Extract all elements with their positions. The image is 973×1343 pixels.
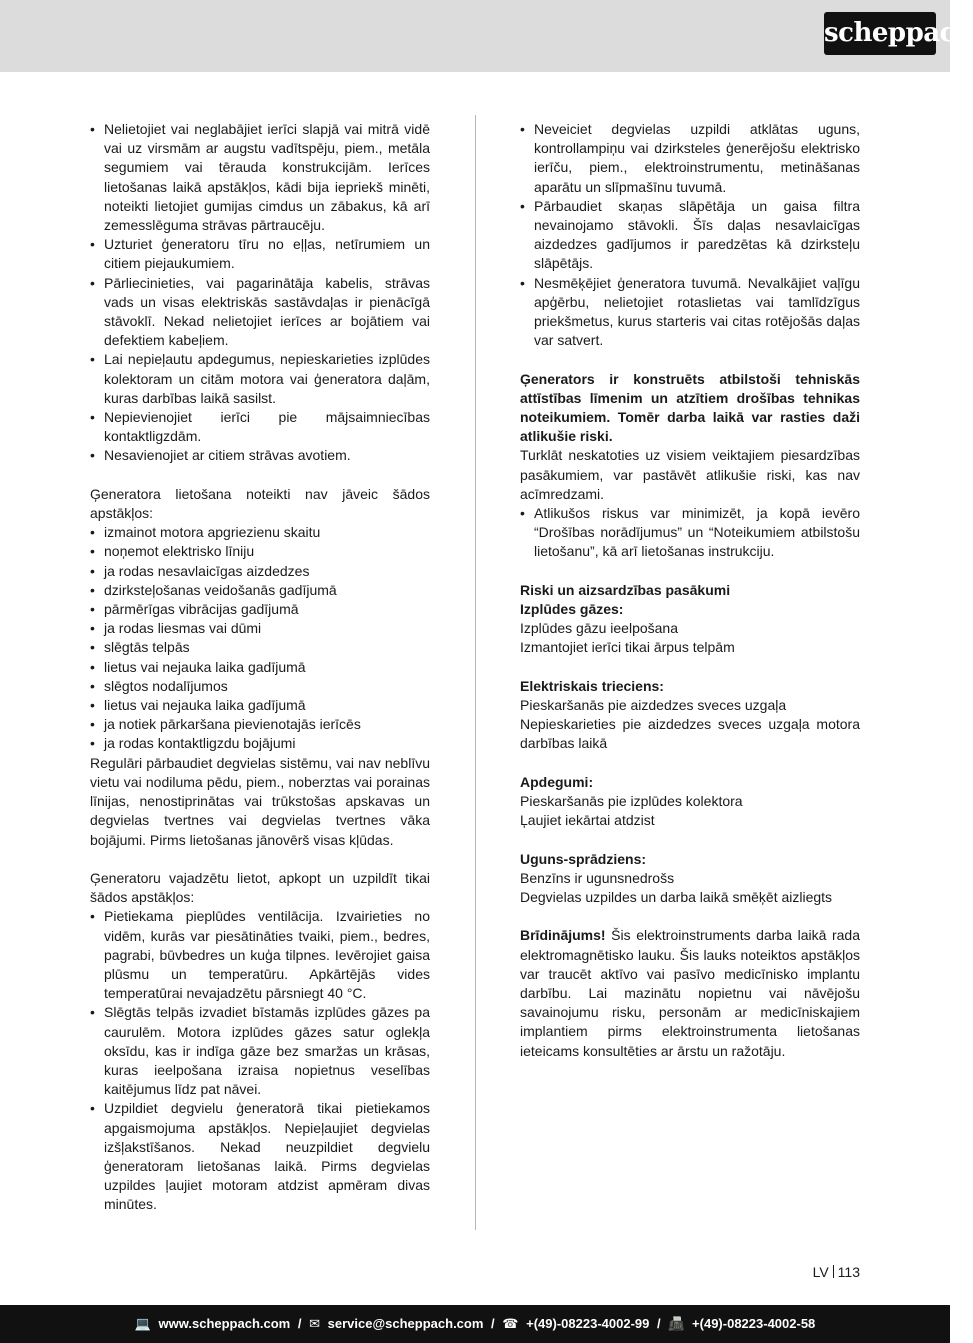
left-column xyxy=(90,120,430,1215)
column-divider xyxy=(475,115,476,1230)
footer-email[interactable]: service@scheppach.com xyxy=(327,1316,484,1331)
paragraph: Turklāt neskatoties uz visiem veiktajiem piesardzības pasākumiem, var pastāvēt atlikušie riski, kas nav acīmredzami. xyxy=(520,447,860,502)
page-language: LV xyxy=(812,1264,829,1280)
footer-web[interactable]: www.scheppach.com xyxy=(158,1316,291,1331)
list-item: • Atlikušos riskus var minimizēt, ja kopā ievēro “Drošības norādījumus” un “Noteikumiem atbilstošu lietošanu”, kā arī lietošanas instrukciju. xyxy=(520,504,860,562)
list-item: • Nesavienojiet ar citiem strāvas avotiem. xyxy=(90,446,430,465)
text-line: Pieskaršanās pie izplūdes kolektora xyxy=(520,793,743,810)
list-item: • dzirksteļošanas veidošanās gadījumā xyxy=(90,581,430,600)
warning-label: Brīdinājums! xyxy=(520,927,606,944)
subheading: Uguns-sprādziens: xyxy=(520,850,647,867)
list-item: • Nepievienojiet ierīci pie mājsaimniecības kontaktligzdām. xyxy=(90,408,430,446)
text-line: Degvielas uzpildes un darba laikā smēķēt aizliegts xyxy=(520,889,833,906)
warning-text: Šis elektroinstruments darba laikā rada elektromagnētisko lauku. Šis lauks noteiktos apstākļos var traucēt aktīvo vai pasīvo medicīnisko implantu darbību. Lai mazinātu nopietnu vai nāvējošu savainojumu risku, personām ar medicīniskajiem implantiem pirms elektroinstrumenta lietošanas ieteicams konsultēties ar ārstu un ražotāju. xyxy=(520,927,860,1059)
fuel-safety-list xyxy=(520,120,860,350)
list-item: • lietus vai nejauka laika gadījumā xyxy=(90,696,430,715)
safety-list xyxy=(90,120,430,466)
bold-statement: Ģenerators ir konstruēts atbilstoši tehniskās attīstības līmenim un atzītiem drošības tehnikas noteikumiem. Tomēr darba laikā var rasties daži atlikušie riski. xyxy=(520,370,860,445)
section-heading: Riski un aizsardzības pasākumi xyxy=(520,581,731,598)
paragraph: Regulāri pārbaudiet degvielas sistēmu, vai nav neblīvu vietu vai nodiluma pēdu, piem., noberztas vai porainas līnijas, nenostiprinātas vai trūkstošas apskavas un degvielas tvertnes vai degvielas tvertnes vāka bojājumi. Pirms lietošanas jānovērš visas kļūdas. xyxy=(90,754,430,848)
condition-list xyxy=(90,523,430,753)
list-item: • Uzpildiet degvielu ģeneratorā tikai pietiekamos apgaismojuma apstākļos. Nepieļaujiet degvielas izšļakstīšanos. Nekad neuzpildiet degvielu ģeneratoram lietošanas laikā. Pirms degvielas uzpildes ļaujiet motoram atdzist apmēram divas minūtes. xyxy=(90,1099,430,1214)
paragraph: Ģeneratoru vajadzētu lietot, apkopt un uzpildīt tikai šādos apstākļos: xyxy=(90,869,430,906)
page-index: 113 xyxy=(837,1264,860,1280)
text-line: Ļaujiet iekārtai atdzist xyxy=(520,812,655,829)
list-item: • Nelietojiet vai neglabājiet ierīci slapjā vai mitrā vidē vai uz virsmām ar augstu vadītspēju, piem., metāla segumiem vai tērauda konstrukcijām. Ierīces lietošanas laikā apstākļos, kādi bija iepriekš minēti, noteikti lietojiet gumijas cimdus un zābakus, kā arī zemesslēguma strāvas pārtraucēju. xyxy=(90,120,430,235)
subheading: Izplūdes gāzes: xyxy=(520,601,624,618)
list-item: • Pietiekama pieplūdes ventilācija. Izvairieties no vidēm, kurās var piesātināties tvaiki, piem., bedres, pagrabi, būvbedres un kuģa tilpnes. Ievērojiet gaisa plūsmu un temperatūru. Apkārtējās vides temperatūrai nevajadzētu pārsniegt 40 °C. xyxy=(90,907,430,1003)
footer-phone: +(49)-08223-4002-99 xyxy=(526,1316,650,1331)
text-line: Nepieskarieties pie aizdedzes sveces uzgaļa motora darbības laikā xyxy=(520,716,860,752)
list-item: • ja rodas kontaktligzdu bojājumi xyxy=(90,734,430,753)
brand-logo: scheppach xyxy=(824,12,936,55)
right-column xyxy=(520,120,860,1061)
list-item: • Pārbaudiet skaņas slāpētāja un gaisa filtra nevainojamo stāvokli. Šīs daļas nesavlaicīgas aizdedzes gadījumos ir paredzētas kā dzirksteļu slāpētājs. xyxy=(520,197,860,274)
header-band xyxy=(0,0,950,72)
list-item: • slēgtos nodalījumos xyxy=(90,677,430,696)
footer-fax: +(49)-08223-4002-58 xyxy=(692,1316,816,1331)
list-item: • Neveiciet degvielas uzpildi atklātas uguns, kontrollampiņu vai dzirksteles ģenerējošu elektrisko ierīču, piem., elektroinstrumentu, metināšanas aparātu un slīpmašīnu tuvumā. xyxy=(520,120,860,197)
text-line: Izplūdes gāzu ieelpošana xyxy=(520,620,679,637)
subheading: Apdegumi: xyxy=(520,773,594,790)
list-item: • noņemot elektrisko līniju xyxy=(90,542,430,561)
page-number xyxy=(780,1264,860,1280)
list-item: • ja rodas liesmas vai dūmi xyxy=(90,619,430,638)
subheading: Elektriskais trieciens: xyxy=(520,677,664,694)
residual-risk-list xyxy=(520,504,860,562)
list-item: • Nesmēķējiet ģeneratora tuvumā. Nevalkājiet vaļīgu apģērbu, nelietojiet rotaslietas vai tamlīdzīgus priekšmetus, kurus starteris vai citas rotējošās daļas var satvert. xyxy=(520,274,860,351)
list-item: • Lai nepieļautu apdegumus, nepieskarieties izplūdes kolektoram un citām motora vai ģeneratora daļām, kuras darbības laikā sasilst. xyxy=(90,350,430,408)
list-item: • lietus vai nejauka laika gadījumā xyxy=(90,658,430,677)
list-item: • ja rodas nesavlaicīgas aizdedzes xyxy=(90,562,430,581)
list-item: • ja notiek pārkaršana pievienotajās ierīcēs xyxy=(90,715,430,734)
text-line: Izmantojiet ierīci tikai ārpus telpām xyxy=(520,639,735,656)
warning-paragraph xyxy=(520,926,860,1060)
list-item: • izmainot motora apgriezienu skaitu xyxy=(90,523,430,542)
monitor-icon: 💻 xyxy=(134,1316,151,1331)
list-item: • pārmērīgas vibrācijas gadījumā xyxy=(90,600,430,619)
list-item: • Slēgtās telpās izvadiet bīstamās izplūdes gāzes pa caurulēm. Motora izplūdes gāzes satur oglekļa oksīdu, kas ir indīga gāze bez smaržas un krāsas, kuras ieelpošana izraisa nopietnus veselības kaitējumus līdz pat nāvei. xyxy=(90,1003,430,1099)
text-line: Benzīns ir ugunsnedrošs xyxy=(520,869,675,886)
fax-icon: 📠 xyxy=(668,1316,685,1331)
list-item: • Pārliecinieties, vai pagarinātāja kabelis, strāvas vads un visas elektriskās sastāvdaļas ir pienācīgā stāvoklī. Nekad nelietojiet ierīces ar bojātiem vai defektiem kabeļiem. xyxy=(90,274,430,351)
footer-bar: 💻 www.scheppach.com / ✉ service@scheppach.com / ☎ +(49)-08223-4002-99 / 📠 +(49)-08223-4002-58 xyxy=(0,1305,950,1343)
phone-icon: ☎ xyxy=(502,1316,519,1331)
email-icon: ✉ xyxy=(309,1316,321,1331)
text-line: Pieskaršanās pie aizdedzes sveces uzgaļa xyxy=(520,697,787,714)
paragraph: Ģeneratora lietošana noteikti nav jāveic šādos apstākļos: xyxy=(90,485,430,522)
list-item: • slēgtās telpās xyxy=(90,638,430,657)
list-item: • Uzturiet ģeneratoru tīru no eļļas, netīrumiem un citiem piejaukumiem. xyxy=(90,235,430,273)
operating-conditions-list xyxy=(90,907,430,1214)
